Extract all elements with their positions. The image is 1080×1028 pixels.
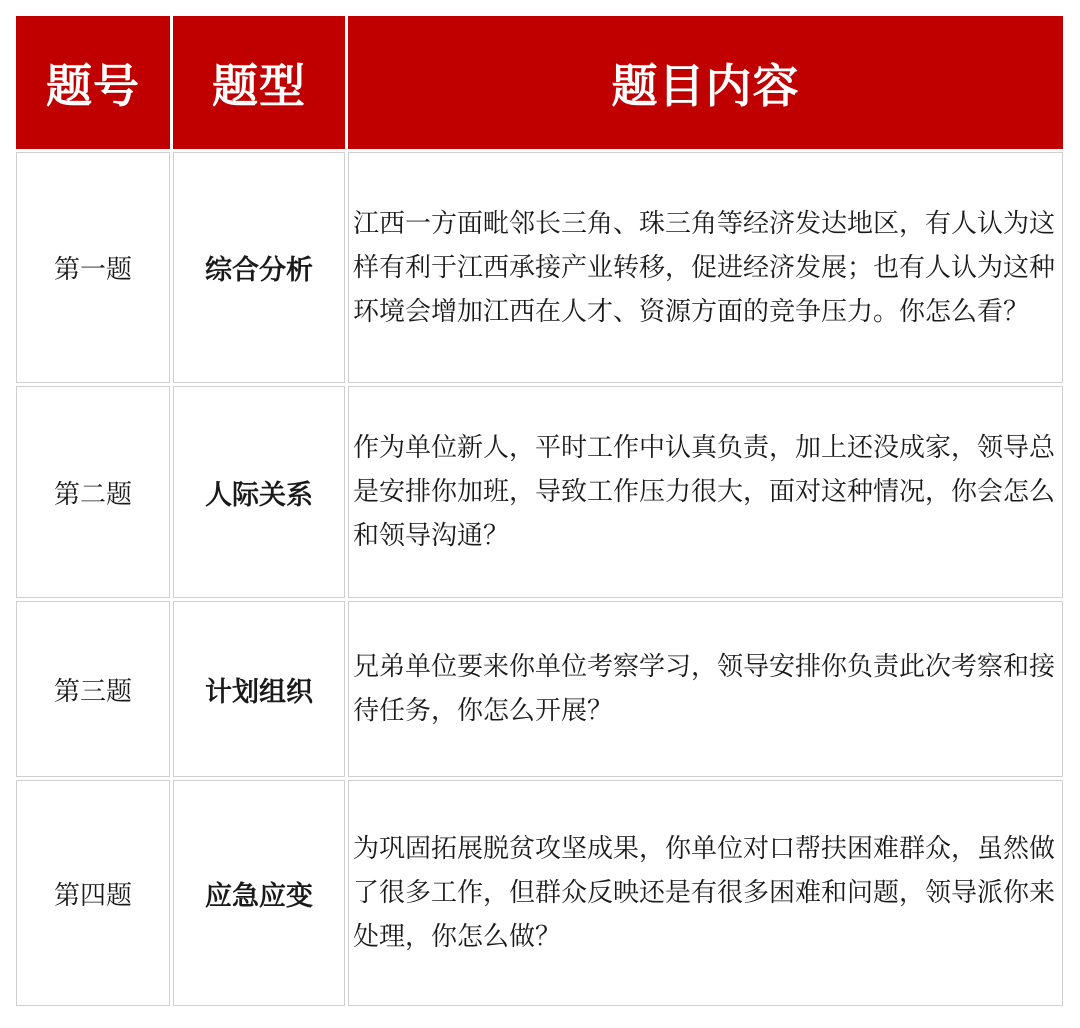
question-number: 第四题 <box>16 780 170 1006</box>
question-content: 为巩固拓展脱贫攻坚成果，你单位对口帮扶困难群众，虽然做了很多工作，但群众反映还是有很多困难和问题，领导派你来处理，你怎么做？ <box>348 780 1063 1006</box>
question-type: 综合分析 <box>173 152 345 383</box>
header-question-type: 题型 <box>173 16 345 149</box>
question-type: 计划组织 <box>173 601 345 777</box>
header-row <box>16 16 1063 149</box>
table-header <box>16 16 1063 149</box>
header-question-content: 题目内容 <box>348 16 1063 149</box>
table-body <box>16 152 1063 1006</box>
question-type: 应急应变 <box>173 780 345 1006</box>
question-table <box>13 13 1066 1009</box>
question-number: 第一题 <box>16 152 170 383</box>
table-row <box>16 780 1063 1006</box>
question-type: 人际关系 <box>173 386 345 598</box>
question-content: 兄弟单位要来你单位考察学习，领导安排你负责此次考察和接待任务，你怎么开展？ <box>348 601 1063 777</box>
question-content: 江西一方面毗邻长三角、珠三角等经济发达地区，有人认为这样有利于江西承接产业转移，促进经济发展；也有人认为这种环境会增加江西在人才、资源方面的竞争压力。你怎么看？ <box>348 152 1063 383</box>
question-number: 第三题 <box>16 601 170 777</box>
table-row <box>16 152 1063 383</box>
table-row <box>16 601 1063 777</box>
question-number: 第二题 <box>16 386 170 598</box>
table-row <box>16 386 1063 598</box>
header-question-number: 题号 <box>16 16 170 149</box>
question-content: 作为单位新人，平时工作中认真负责，加上还没成家，领导总是安排你加班，导致工作压力很大，面对这种情况，你会怎么和领导沟通？ <box>348 386 1063 598</box>
question-table-container <box>13 13 1066 1016</box>
